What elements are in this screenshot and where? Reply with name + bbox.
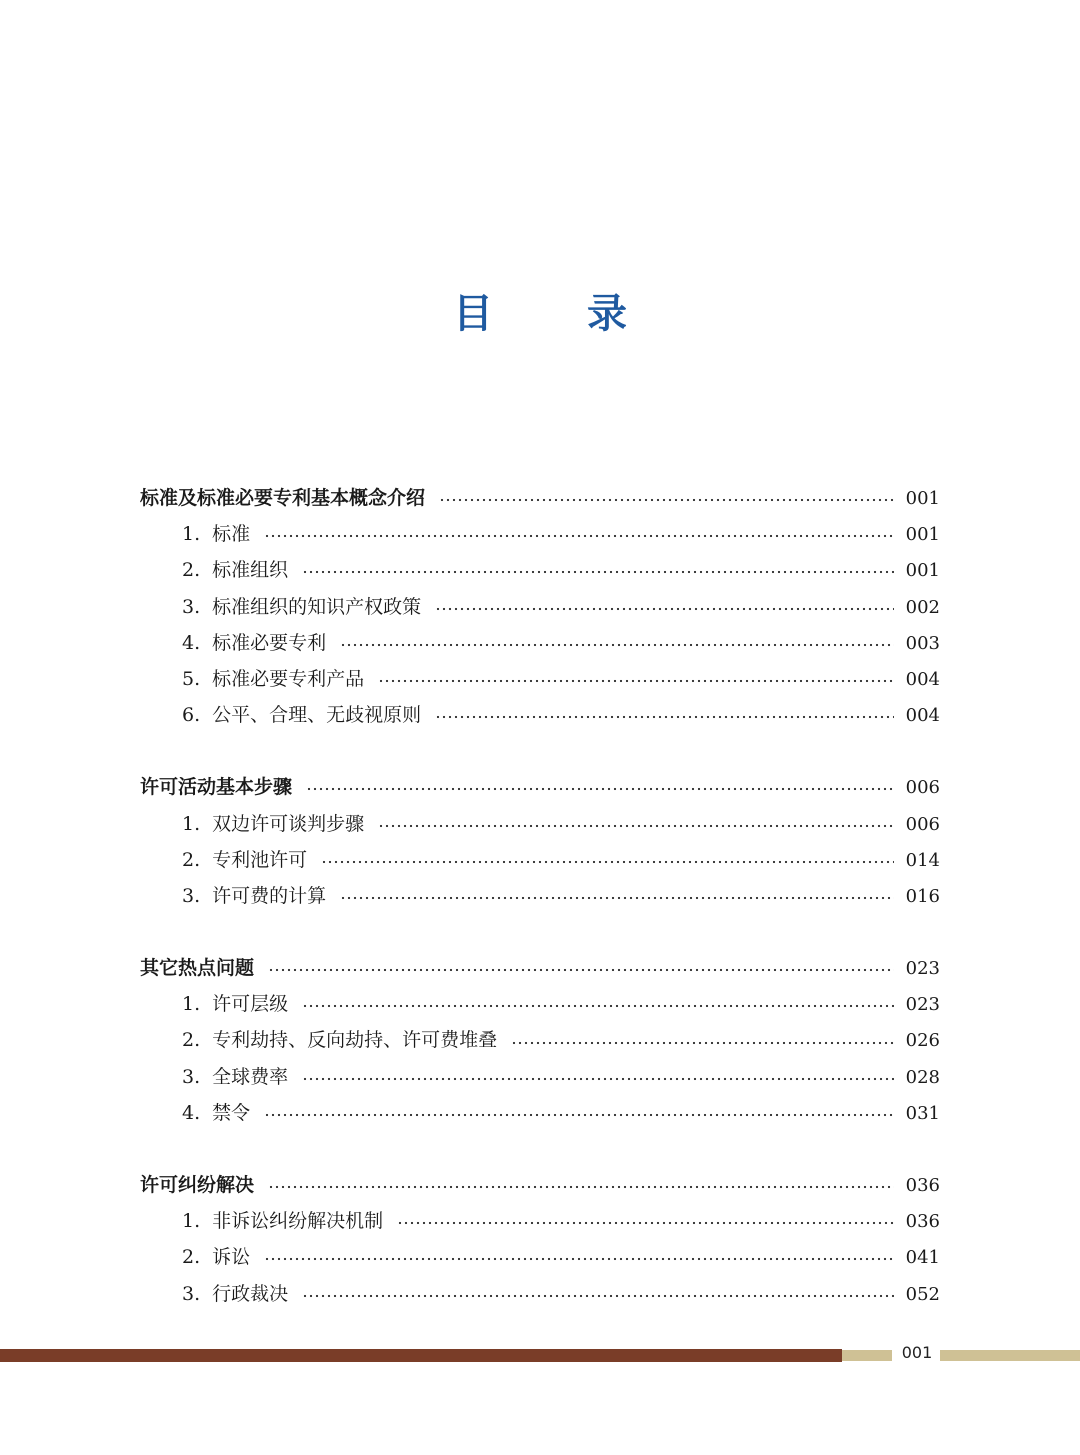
toc-section-heading[interactable] bbox=[140, 769, 940, 805]
toc-entry[interactable] bbox=[140, 516, 940, 552]
page-number: 028 bbox=[905, 1066, 940, 1088]
toc-section-heading[interactable] bbox=[140, 1167, 940, 1203]
page-number: 002 bbox=[905, 596, 940, 618]
entry-label: 诉讼 bbox=[212, 1246, 251, 1269]
page-number: 052 bbox=[905, 1283, 940, 1305]
entry-number: 3. bbox=[182, 1282, 201, 1305]
toc-entry[interactable] bbox=[140, 625, 940, 661]
entry-label: 双边许可谈判步骤 bbox=[212, 812, 365, 835]
page-number: 014 bbox=[905, 849, 940, 871]
toc-entry[interactable] bbox=[140, 1022, 940, 1058]
section-title: 许可活动基本步骤 bbox=[140, 776, 293, 799]
dot-leader bbox=[268, 968, 894, 972]
toc-entry[interactable] bbox=[140, 1203, 940, 1239]
entry-label: 专利劫持、反向劫持、许可费堆叠 bbox=[212, 1029, 498, 1052]
dot-leader bbox=[511, 1041, 893, 1045]
entry-number: 3. bbox=[182, 884, 201, 907]
page-number: 023 bbox=[905, 994, 940, 1016]
entry-label: 行政裁决 bbox=[212, 1282, 289, 1305]
toc-entry[interactable] bbox=[140, 1239, 940, 1275]
toc-entry[interactable] bbox=[140, 1095, 940, 1131]
dot-leader bbox=[439, 498, 894, 502]
entry-number: 3. bbox=[182, 1065, 201, 1088]
dot-leader bbox=[378, 824, 893, 828]
footer-page-number: 001 bbox=[901, 1343, 933, 1362]
section-title: 其它热点问题 bbox=[140, 957, 255, 980]
entry-number: 1. bbox=[182, 523, 201, 546]
dot-leader bbox=[306, 787, 894, 791]
footer-tan-bar-left bbox=[842, 1350, 892, 1361]
entry-number: 4. bbox=[182, 1101, 201, 1124]
dot-leader bbox=[435, 607, 893, 611]
page-number: 036 bbox=[905, 1211, 940, 1233]
dot-leader bbox=[264, 1257, 893, 1261]
page-title: 目 录 bbox=[453, 290, 667, 337]
dot-leader bbox=[378, 679, 893, 683]
dot-leader bbox=[321, 860, 893, 864]
section-title: 标准及标准必要专利基本概念介绍 bbox=[140, 487, 426, 509]
dot-leader bbox=[340, 896, 893, 900]
toc-entry[interactable] bbox=[140, 878, 940, 914]
entry-number: 6. bbox=[182, 704, 201, 727]
page-number: 023 bbox=[905, 958, 940, 980]
page-number: 006 bbox=[905, 777, 940, 799]
section-title: 许可纠纷解决 bbox=[140, 1174, 255, 1196]
toc-section bbox=[140, 769, 940, 914]
entry-number: 4. bbox=[182, 631, 201, 654]
entry-label: 标准必要专利 bbox=[212, 631, 327, 654]
dot-leader bbox=[302, 570, 893, 574]
dot-leader bbox=[302, 1077, 893, 1081]
entry-label: 标准 bbox=[212, 523, 251, 546]
entry-number: 1. bbox=[182, 993, 201, 1016]
dot-leader bbox=[397, 1221, 893, 1225]
dot-leader bbox=[264, 534, 893, 538]
entry-label: 标准必要专利产品 bbox=[212, 667, 365, 690]
table-of-contents bbox=[140, 480, 940, 1348]
dot-leader bbox=[264, 1113, 893, 1117]
dot-leader bbox=[268, 1185, 894, 1189]
toc-section bbox=[140, 1167, 940, 1312]
toc-entry[interactable] bbox=[140, 806, 940, 842]
entry-number: 1. bbox=[182, 812, 201, 835]
entry-number: 5. bbox=[182, 667, 201, 690]
page-number: 004 bbox=[905, 705, 940, 727]
entry-label: 标准组织 bbox=[212, 559, 289, 582]
entry-number: 2. bbox=[182, 559, 201, 582]
entry-number: 2. bbox=[182, 1246, 201, 1269]
toc-section-heading[interactable] bbox=[140, 950, 940, 986]
entry-label: 标准组织的知识产权政策 bbox=[212, 595, 422, 618]
toc-entry[interactable] bbox=[140, 842, 940, 878]
entry-number: 2. bbox=[182, 848, 201, 871]
dot-leader bbox=[302, 1294, 893, 1298]
entry-label: 许可费的计算 bbox=[212, 884, 327, 907]
dot-leader bbox=[302, 1004, 893, 1008]
toc-section-heading[interactable] bbox=[140, 480, 940, 516]
page-number: 016 bbox=[905, 885, 940, 907]
entry-label: 公平、合理、无歧视原则 bbox=[212, 704, 422, 727]
toc-section bbox=[140, 950, 940, 1131]
page-number: 001 bbox=[905, 524, 940, 546]
page-number: 031 bbox=[905, 1102, 940, 1124]
page-number: 004 bbox=[905, 668, 940, 690]
entry-number: 3. bbox=[182, 595, 201, 618]
entry-number: 2. bbox=[182, 1029, 201, 1052]
page-number: 006 bbox=[905, 813, 940, 835]
entry-label: 非诉讼纠纷解决机制 bbox=[212, 1210, 384, 1233]
toc-entry[interactable] bbox=[140, 986, 940, 1022]
page-number: 003 bbox=[905, 632, 940, 654]
page-footer bbox=[0, 1343, 1080, 1363]
entry-number: 1. bbox=[182, 1210, 201, 1233]
entry-label: 许可层级 bbox=[212, 993, 289, 1016]
entry-label: 禁令 bbox=[212, 1101, 251, 1124]
page-number: 041 bbox=[905, 1247, 940, 1269]
page-number: 001 bbox=[905, 560, 940, 582]
page-number: 001 bbox=[905, 488, 940, 509]
toc-entry[interactable] bbox=[140, 589, 940, 625]
dot-leader bbox=[435, 715, 893, 719]
page-number: 026 bbox=[905, 1030, 940, 1052]
toc-entry[interactable] bbox=[140, 697, 940, 733]
page-number: 036 bbox=[905, 1175, 940, 1196]
toc-entry[interactable] bbox=[140, 1276, 940, 1312]
toc-entry[interactable] bbox=[140, 552, 940, 588]
footer-tan-bar-right bbox=[940, 1350, 1080, 1361]
footer-brown-bar bbox=[0, 1349, 842, 1362]
toc-section bbox=[140, 480, 940, 733]
toc-entry[interactable] bbox=[140, 661, 940, 697]
dot-leader bbox=[340, 643, 893, 647]
toc-entry[interactable] bbox=[140, 1059, 940, 1095]
entry-label: 专利池许可 bbox=[212, 848, 308, 871]
entry-label: 全球费率 bbox=[212, 1065, 289, 1088]
